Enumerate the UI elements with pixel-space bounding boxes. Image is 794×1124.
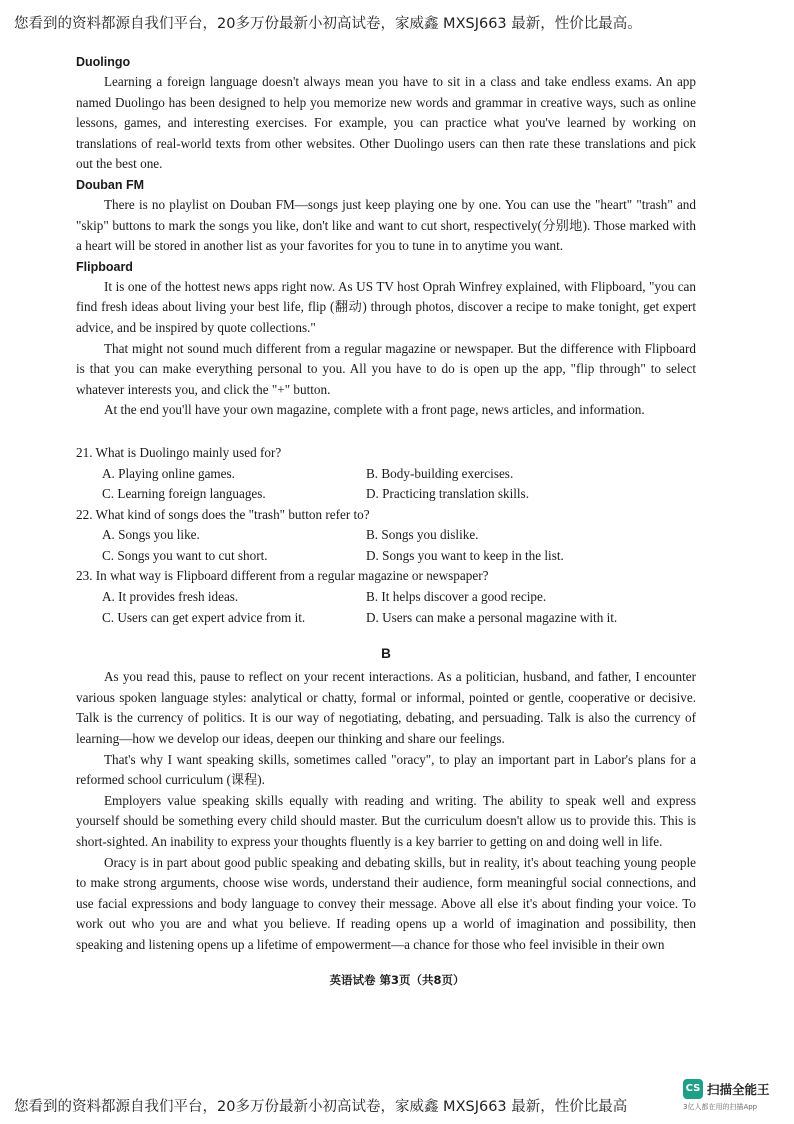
paragraph: Oracy is in part about good public speaking and debating skills, but in reality, it's about teaching young people to make strong arguments, choose wise words, understand their audience, form meaningful social connections, and use facial expressions and body language to convey their message. Above all else it's about finding your voice. To work out who you are and what you believe. If reading opens up a world of imagination and possibility, then speaking and listening opens up a lifetime of empowerment—a chance for those who feel invisible in their own <box>76 854 696 952</box>
answer-option-b: B. Songs you dislike. <box>366 527 479 543</box>
section-duolingo <box>76 52 696 175</box>
answer-option-a: A. It provides fresh ideas. <box>102 589 239 605</box>
paragraph: That might not sound much different from a regular magazine or newspaper. But the difference with Flipboard is that you can make everything personal to you. All you have to do is open up the app, "flip through" to select whatever interests you, and click the "+" button. <box>76 340 696 397</box>
answer-option-c: C. Users can get expert advice from it. <box>102 609 306 625</box>
exam-page-content <box>76 52 696 956</box>
paragraph: Learning a foreign language doesn't always mean you have to sit in a class and take endless exams. An app named Duolingo has been designed to help you memorize new words and grammar in creative ways, such as online lessons, games, and interesting exercises. For example, you can practice what you've learned by working on translations of real-world texts from other websites. Other Duolingo users can then rate these translations and pick out the best one. <box>76 74 696 172</box>
answer-options <box>76 464 696 505</box>
answer-option-b: B. Body-building exercises. <box>366 465 514 481</box>
passage-b <box>76 646 696 955</box>
paragraph: There is no playlist on Douban FM—songs just keep playing one by one. You can use the "heart" "trash" and "skip" buttons to mark the songs you like, don't like and want to cut short, respectively(分别地). Those marked with a heart will be stored in another list as your favorites for you to tune in to anytime you want. <box>76 196 696 254</box>
passage-a <box>76 52 696 421</box>
question-stem: 22. What kind of songs does the "trash" button refer to? <box>76 506 370 522</box>
answer-options <box>76 587 696 628</box>
section-heading: Duolingo <box>76 55 131 69</box>
question-stem: 23. In what way is Flipboard different from a regular magazine or newspaper? <box>76 568 489 584</box>
answer-options <box>76 525 696 566</box>
logo-name: 扫描全能王 <box>707 1082 770 1097</box>
paragraph: As you read this, pause to reflect on your recent interactions. As a politician, husband, and father, I encounter various spoken language styles: analytical or chatty, formal or informal, pointed or gentle, cooperative or decisive. Talk is the currency of politics. It is our way of negotiating, debating, and persuading. Talk is also the currency of learning—how we develop our ideas, deepen our thinking and share our feelings. <box>76 669 696 747</box>
answer-option-a: A. Songs you like. <box>102 527 200 543</box>
answer-option-a: A. Playing online games. <box>102 465 235 481</box>
answer-option-d: D. Users can make a personal magazine with it. <box>366 609 618 625</box>
question-list <box>76 443 696 628</box>
watermark-banner-bottom: 您看到的资料都源自我们平台，20多万份最新小初高试卷，家威鑫 MXSJ663 最新，性价比最高 <box>14 1099 628 1115</box>
paragraph: Employers value speaking skills equally with reading and writing. The ability to speak well and express yourself should be something every child should master. But the curriculum doesn't allow us to provide this. This is short-sighted. An inability to express your thoughts fluently is a key barrier to getting on and doing well in life. <box>76 792 696 849</box>
answer-option-b: B. It helps discover a good recipe. <box>366 589 547 605</box>
page-footer: 英语试卷 第3页（共8页） <box>329 973 465 987</box>
cs-logo-icon: CS <box>683 1079 703 1099</box>
logo-tagline: 3亿人都在用的扫描App <box>683 1103 758 1111</box>
answer-option-d: D. Songs you want to keep in the list. <box>366 547 564 563</box>
section-heading: Douban FM <box>76 177 145 192</box>
section-heading: Flipboard <box>76 259 133 274</box>
section-letter: B <box>381 646 391 662</box>
section-flipboard <box>76 257 696 421</box>
question-21 <box>76 443 696 505</box>
answer-option-c: C. Songs you want to cut short. <box>102 547 268 563</box>
watermark-banner-top: 您看到的资料都源自我们平台，20多万份最新小初高试卷，家威鑫 MXSJ663 最新，性价比最高。 <box>14 16 642 32</box>
answer-option-d: D. Practicing translation skills. <box>366 486 529 502</box>
paragraph: It is one of the hottest news apps right now. As US TV host Oprah Winfrey explained, with Flipboard, "you can find fresh ideas about living your best life, flip (翻动) through photos, discover a recipe to make tonight, get expert advice, and be inspired by quote collections." <box>76 278 696 335</box>
question-22 <box>76 505 696 567</box>
camscanner-logo <box>683 1079 787 1115</box>
paragraph: That's why I want speaking skills, sometimes called "oracy", to play an important part in Labor's plans for a reformed school curriculum (课程). <box>76 751 696 788</box>
question-23 <box>76 566 696 628</box>
paragraph: At the end you'll have your own magazine, complete with a front page, news articles, and information. <box>104 402 645 418</box>
section-douban-fm <box>76 175 696 257</box>
answer-option-c: C. Learning foreign languages. <box>102 486 266 502</box>
question-stem: 21. What is Duolingo mainly used for? <box>76 444 282 460</box>
